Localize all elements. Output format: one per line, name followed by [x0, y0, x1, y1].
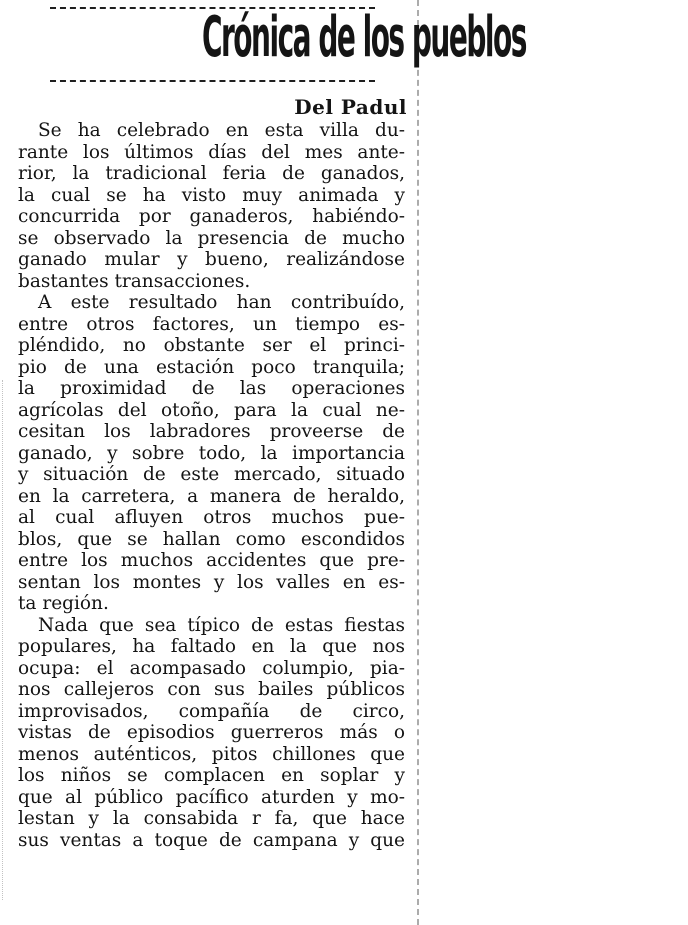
- article-line: sentan los montes y los valles en es-: [18, 571, 405, 593]
- article-line: Se ha celebrado en esta villa du-: [38, 120, 405, 141]
- article-line: ta región.: [18, 593, 109, 614]
- article-line: bastantes transacciones.: [18, 270, 251, 292]
- article-line: lestan y la consabida r fa, que hace: [18, 808, 405, 829]
- article-body: [18, 120, 405, 851]
- torn-edge-right: [417, 0, 419, 925]
- article-line: nos callejeros con sus bailes públicos: [18, 679, 405, 700]
- article-line: pléndido, no obstante ser el princi-: [18, 335, 405, 356]
- article-line: en la carretera, a manera de heraldo,: [18, 485, 405, 507]
- article-line: rior, la tradicional feria de ganados,: [18, 163, 405, 184]
- paragraph-2: [18, 292, 405, 615]
- masthead-rule-bottom: [50, 80, 375, 82]
- article-line: que al público pacífico aturden y mo-: [18, 786, 405, 808]
- section-title: Crónica de los pueblos: [201, 5, 526, 70]
- article-line: la proximidad de las operaciones: [18, 378, 405, 399]
- paragraph-3: [18, 615, 405, 852]
- article-line: sus ventas a toque de campana y que: [18, 829, 405, 851]
- article-line: y situación de este mercado, situado: [18, 464, 405, 485]
- paragraph-1: [18, 120, 405, 292]
- torn-edge-left: [2, 380, 3, 900]
- section-masthead: [40, 4, 526, 86]
- article-line: Nada que sea típico de estas fiestas: [38, 614, 405, 636]
- article-line: improvisados, compañía de circo,: [18, 700, 405, 722]
- article-line: la cual se ha visto muy animada y: [18, 184, 405, 206]
- article-line: ganado, y sobre todo, la importancia: [18, 442, 405, 464]
- article-line: populares, ha faltado en la que nos: [18, 636, 405, 657]
- article-line: cesitan los labradores proveerse de: [18, 421, 405, 442]
- article-line: blos, que se hallan como escondidos: [18, 528, 405, 550]
- article-line: se observado la presencia de mucho: [18, 227, 405, 249]
- article-line: los niños se complacen en soplar y: [18, 765, 405, 786]
- article-line: entre los muchos accidentes que pre-: [18, 550, 405, 571]
- article-line: ocupa: el acompasado columpio, pia-: [18, 657, 405, 679]
- article-line: pio de una estación poco tranquila;: [18, 356, 405, 378]
- article-line: vistas de episodios guerreros más o: [18, 722, 405, 743]
- article-line: A este resultado han contribuído,: [38, 292, 405, 313]
- article-line: entre otros factores, un tiempo es-: [18, 313, 405, 335]
- article-line: concurrida por ganaderos, habiéndo-: [18, 206, 405, 227]
- article-line: ganado mular y bueno, realizándose: [18, 249, 405, 270]
- article-line: agrícolas del otoño, para la cual ne-: [18, 399, 405, 421]
- article-line: menos auténticos, pitos chillones que: [18, 743, 405, 765]
- article-line: al cual afluyen otros muchos pue-: [18, 507, 405, 528]
- article-line: rante los últimos días del mes ante-: [18, 141, 405, 163]
- dateline-location: Del Padul: [294, 95, 407, 119]
